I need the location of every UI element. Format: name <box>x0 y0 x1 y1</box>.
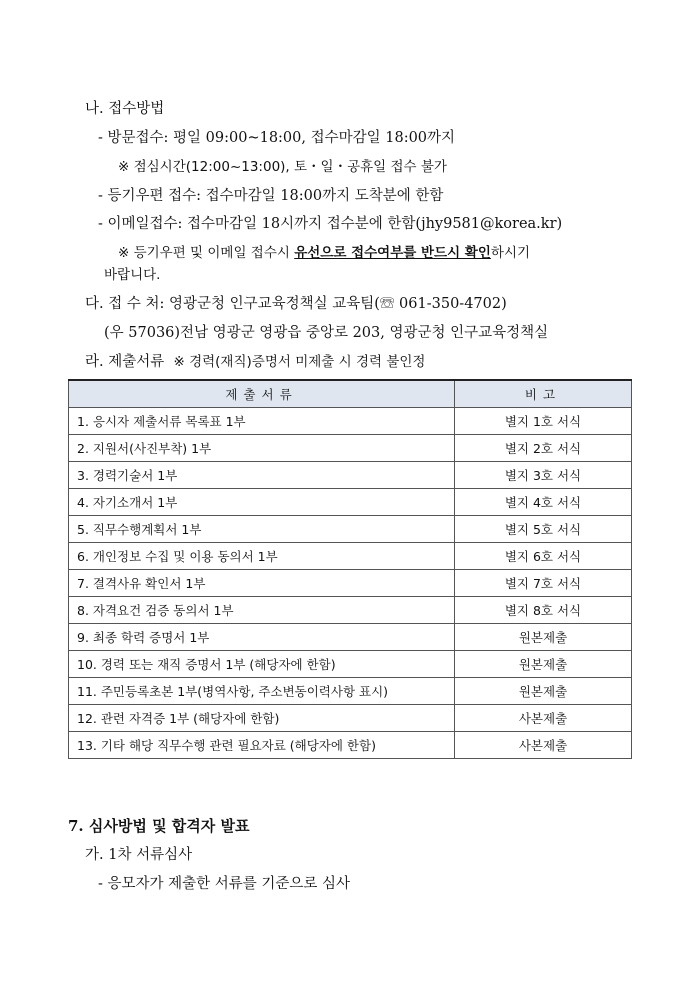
note-line <box>118 241 530 261</box>
header-cell: 비고 <box>455 380 632 408</box>
document-cell: 1. 응시자 제출서류 목록표 1부 <box>69 408 455 435</box>
document-cell: 7. 결격사유 확인서 1부 <box>69 570 455 597</box>
section-title-text: 라. 제출서류 <box>85 354 165 370</box>
document-cell: 9. 최종 학력 증명서 1부 <box>69 624 455 651</box>
document-cell: 8. 자격요건 검증 동의서 1부 <box>69 597 455 624</box>
document-cell: 5. 직무수행계획서 1부 <box>69 516 455 543</box>
note-line: 바랍니다. <box>104 267 161 283</box>
documents-table <box>68 379 632 759</box>
remark-cell: 별지 7호 서식 <box>455 570 632 597</box>
table-row <box>69 435 632 462</box>
section-title <box>68 815 249 836</box>
text-line: - 방문접수: 평일 09:00~18:00, 접수마감일 18:00까지 <box>98 130 456 146</box>
table-row <box>69 705 632 732</box>
table-row <box>69 651 632 678</box>
text-line: 다. 접 수 처: 영광군청 인구교육정책실 교육팀(☏ 061-350-4702) <box>85 296 507 312</box>
note-text: ※ 등기우편 및 이메일 접수시 <box>118 245 295 261</box>
remark-cell: 별지 6호 서식 <box>455 543 632 570</box>
document-cell: 12. 관련 자격증 1부 (해당자에 한함) <box>69 705 455 732</box>
remark-cell: 별지 4호 서식 <box>455 489 632 516</box>
section-title <box>85 350 425 371</box>
section-title: 나. 접수방법 <box>85 101 165 117</box>
table-row <box>69 543 632 570</box>
document-cell: 2. 지원서(사진부착) 1부 <box>69 435 455 462</box>
subsection-title: 가. 1차 서류심사 <box>85 847 193 863</box>
table-row <box>69 732 632 759</box>
document-cell: 13. 기타 해당 직무수행 관련 필요자료 (해당자에 한함) <box>69 732 455 759</box>
section-heading: 7. 심사방법 및 합격자 발표 <box>68 817 250 835</box>
table-row <box>69 516 632 543</box>
document-cell: 10. 경력 또는 재직 증명서 1부 (해당자에 한함) <box>69 651 455 678</box>
text-line: - 응모자가 제출한 서류를 기준으로 심사 <box>98 876 351 892</box>
table-row <box>69 570 632 597</box>
remark-cell: 별지 3호 서식 <box>455 462 632 489</box>
document-cell: 11. 주민등록초본 1부(병역사항, 주소변동이력사항 표시) <box>69 678 455 705</box>
text-line: (우 57036)전남 영광군 영광읍 중앙로 203, 영광군청 인구교육정책실 <box>104 325 549 341</box>
note-text: ※ 경력(재직)증명서 미제출 시 경력 불인정 <box>173 354 426 370</box>
note-text: 하시기 <box>490 245 531 261</box>
document-cell: 4. 자기소개서 1부 <box>69 489 455 516</box>
document-cell: 6. 개인정보 수집 및 이용 동의서 1부 <box>69 543 455 570</box>
table-row <box>69 678 632 705</box>
remark-cell: 사본제출 <box>455 732 632 759</box>
remark-cell: 별지 2호 서식 <box>455 435 632 462</box>
remark-cell: 원본제출 <box>455 651 632 678</box>
table-row <box>69 408 632 435</box>
remark-cell: 원본제출 <box>455 624 632 651</box>
remark-cell: 원본제출 <box>455 678 632 705</box>
table-row <box>69 489 632 516</box>
text-line: - 이메일접수: 접수마감일 18시까지 접수분에 한함(jhy9581@korea.kr) <box>98 216 563 232</box>
document-cell: 3. 경력기술서 1부 <box>69 462 455 489</box>
note-emphasis: 유선으로 접수여부를 반드시 확인 <box>294 245 491 261</box>
text-line: - 등기우편 접수: 접수마감일 18:00까지 도착분에 한함 <box>98 188 444 204</box>
remark-cell: 별지 1호 서식 <box>455 408 632 435</box>
header-cell: 제출서류 <box>69 380 455 408</box>
table-row <box>69 597 632 624</box>
table-row <box>69 462 632 489</box>
note-line: ※ 점심시간(12:00~13:00), 토・일・공휴일 접수 불가 <box>118 159 447 175</box>
remark-cell: 사본제출 <box>455 705 632 732</box>
table-row <box>69 624 632 651</box>
remark-cell: 별지 8호 서식 <box>455 597 632 624</box>
remark-cell: 별지 5호 서식 <box>455 516 632 543</box>
